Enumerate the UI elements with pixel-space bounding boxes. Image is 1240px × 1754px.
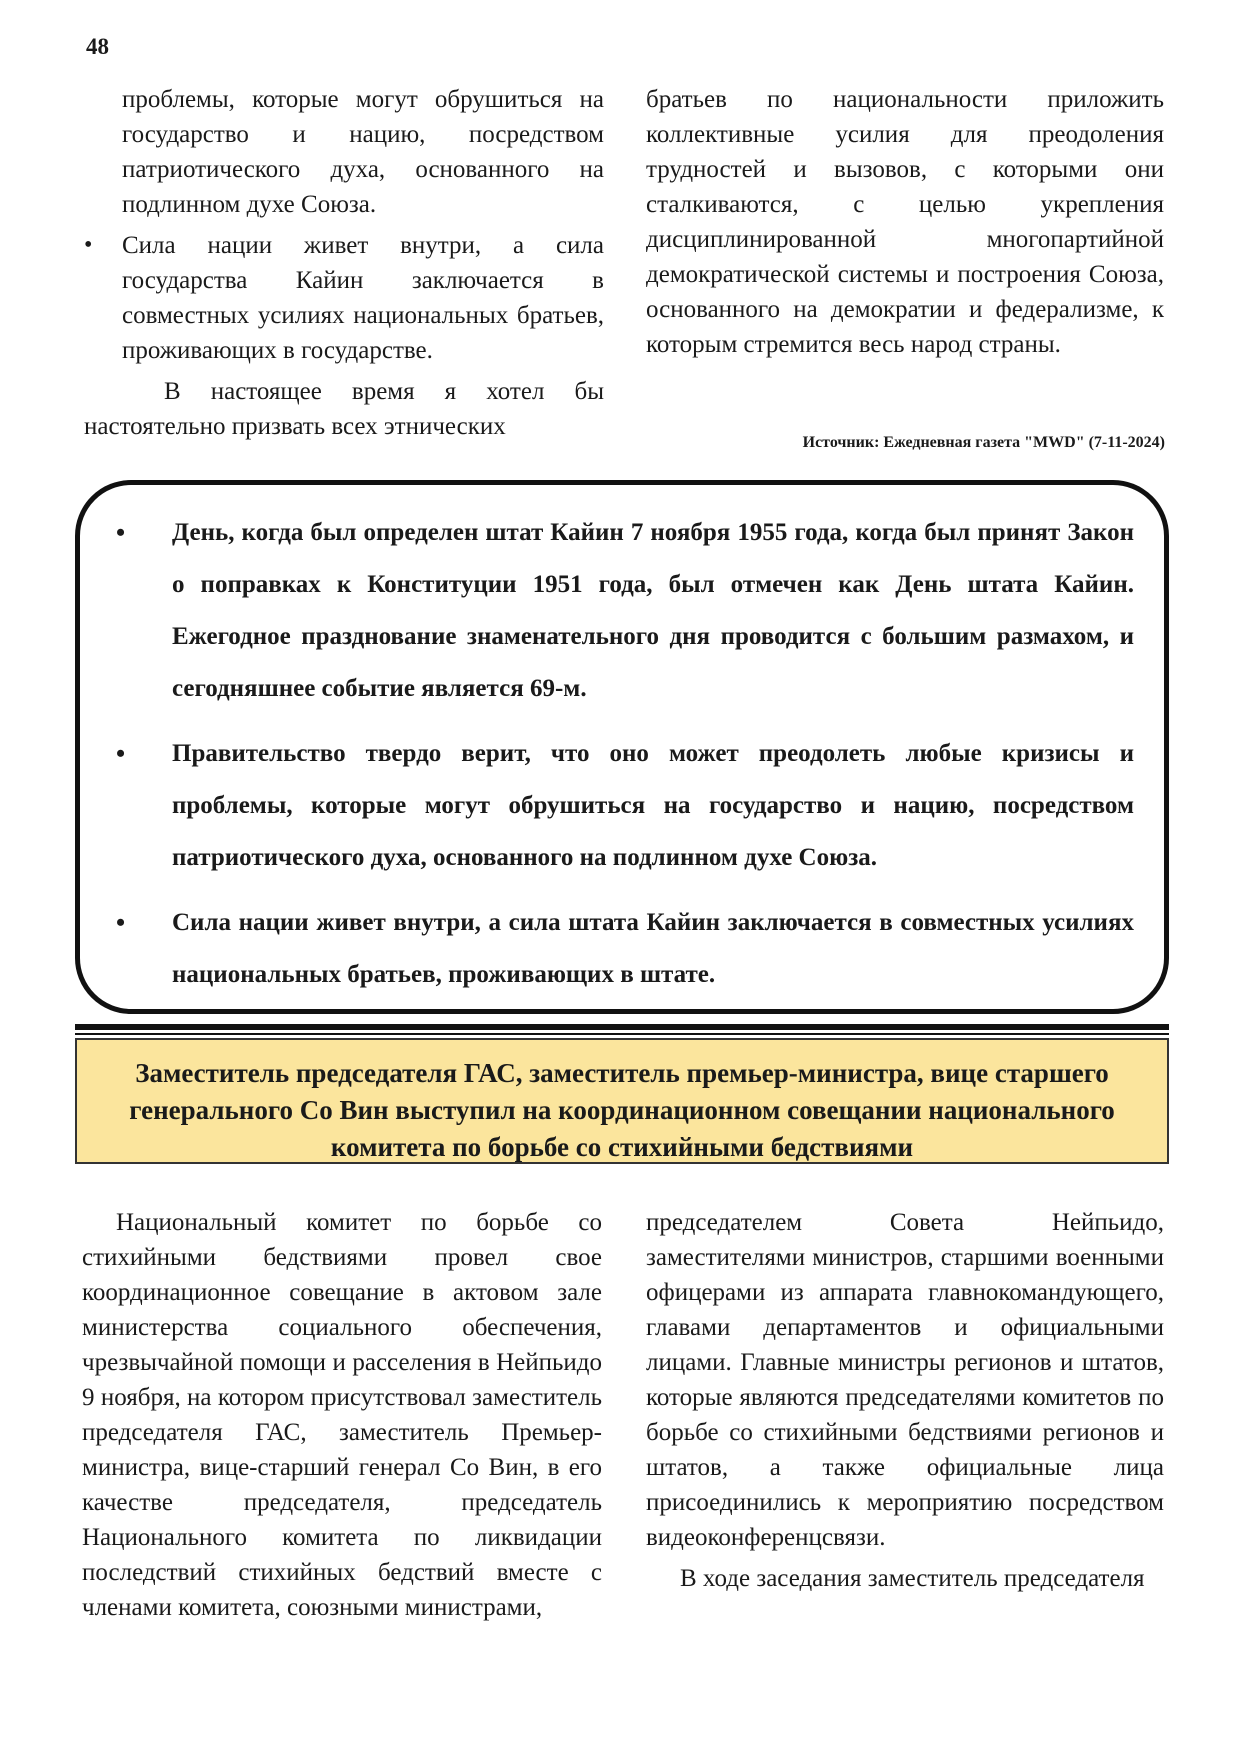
highlight-box xyxy=(75,480,1169,1014)
box-bullet-text: Сила нации живет внутри, а сила штата Кайин заключается в совместных усилиях национальных братьев, проживающих в штате. xyxy=(172,909,1134,988)
paragraph: В ходе заседания заместитель председателя xyxy=(680,1565,1145,1592)
top-left-column xyxy=(84,82,604,444)
article-headline: Заместитель председателя ГАС, заместитель премьер-министра, вице старшего генерального Со Вин выступил на координационном совещании национального комитета по борьбе со стихийными бедствиями xyxy=(75,1038,1169,1164)
page-number: 48 xyxy=(86,34,109,59)
section-divider-thin xyxy=(75,1033,1169,1035)
continued-bullet-text: проблемы, которые могут обрушиться на государство и нацию, посредством патриотического духа, основанного на подлинном духе Союза. xyxy=(122,86,604,218)
bullet-icon: • xyxy=(116,908,126,937)
box-bullet-item xyxy=(106,507,1134,715)
paragraph: братьев по национальности приложить коллективные усилия для преодоления трудностей и вызовов, с которыми они сталкиваются, с целью укрепления дисциплинированной многопартийной демократической системы и построения Союза, основанного на демократии и федерализме, к которым стремится весь народ страны. xyxy=(646,86,1164,358)
box-bullet-item xyxy=(106,897,1134,1001)
paragraph: В настоящее время я хотел бы настоятельно призвать всех этнических xyxy=(84,378,604,440)
source-citation: Источник: Ежедневная газета "MWD" (7-11-2024) xyxy=(802,434,1165,451)
box-bullet-text: Правительство твердо верит, что оно может преодолеть любые кризисы и проблемы, которые могут обрушиться на государство и нацию, посредством патриотического духа, основанного на подлинном духе Союза. xyxy=(172,740,1134,871)
bottom-right-column xyxy=(646,1205,1164,1596)
bullet-icon: • xyxy=(116,739,126,768)
top-right-column xyxy=(646,82,1164,362)
box-bullet-item xyxy=(106,728,1134,884)
bullet-item: • Сила нации живет внутри, а сила государства Кайин заключается в совместных усилиях национальных братьев, проживающих в государстве. xyxy=(84,228,604,368)
box-bullet-text: День, когда был определен штат Кайин 7 ноября 1955 года, когда был принят Закон о поправках к Конституции 1951 года, был отмечен как День штата Кайин. Ежегодное празднование знаменательного дня проводится с большим размахом, и сегодняшнее событие является 69-м. xyxy=(172,519,1134,702)
section-divider xyxy=(75,1024,1169,1030)
bullet-icon: • xyxy=(116,518,126,547)
paragraph: председателем Совета Нейпьидо, заместителями министров, старшими военными офицерами из аппарата главнокомандующего, главами департаментов и официальными лицами. Главные министры регионов и штатов, которые являются председателями комитетов по борьбе со стихийными бедствиями регионов и штатов, а также официальные лица присоединились к мероприятию посредством видеоконференцсвязи. xyxy=(646,1209,1164,1551)
bottom-left-column xyxy=(82,1205,602,1625)
paragraph: Национальный комитет по борьбе со стихийными бедствиями провел свое координационное совещание в актовом зале министерства социального обеспечения, чрезвычайной помощи и расселения в Нейпьидо 9 ноября, на котором присутствовал заместитель председателя ГАС, заместитель Премьер-министра, вице-старший генерал Со Вин, в его качестве председателя, председатель Национального комитета по ликвидации последствий стихийных бедствий вместе с членами комитета, союзными министрами, xyxy=(82,1209,602,1621)
